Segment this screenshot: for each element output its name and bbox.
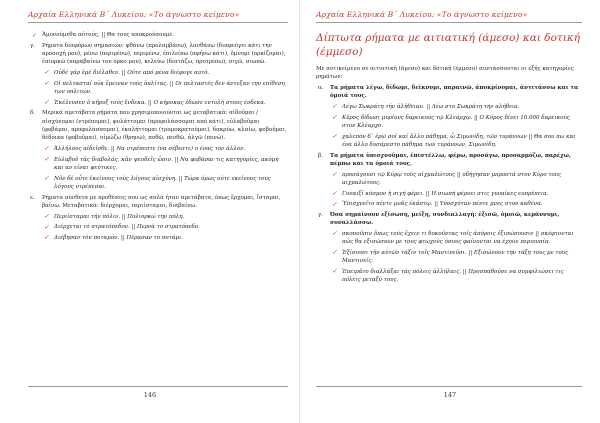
- right-item-10-text: σκοποῦσιν ὅπως τούς ἔχειν τι δοκοῦντας τοῖς ἀπόροις ἐξισώσουσιν || σκέφτονται πώς θα εξισώσουν με τους φτωχούς όσους φαίνονται να έχουν περιουσία.: [342, 230, 574, 246]
- right-item-8: [316, 200, 582, 208]
- left-item-8-text: Εὐλαβοῦ τάς διαβολάς, κἄν ψευδεῖς ὦσιν. || Να φοβάσαι τις κατηγορίες, ακόμη και αν είναι ψεύτικες.: [54, 156, 279, 171]
- right-item-alpha-label: α.: [318, 84, 324, 91]
- left-item-delta: [28, 109, 288, 142]
- right-item-7-text: Γυναιξί κόσμον ἡ σιγή φέρει. || Η σιωπή φέρνει στις γυναίκες ευπρέπεια.: [342, 190, 549, 197]
- right-item-gamma-label: γ.: [318, 211, 324, 218]
- checkmark-icon: ✓: [332, 133, 338, 141]
- left-item-12-text: Διέρχεται τό στρατόπεδον. || Περνά το στρατόπεδο.: [54, 224, 200, 231]
- checkmark-icon: ✓: [44, 145, 50, 153]
- checkmark-icon: ✓: [332, 114, 338, 122]
- right-item-beta: [316, 152, 582, 169]
- right-item-4-text: χαλεπόν δ᾽ ἐρῶ σοί καί ἄλλο πάθημα, ὦ Σιμωνίδη, τῶν τυράννων || Θα σου πω και ένα άλλο δυσάρεστο πάθημα των τυράννων, Σιμωνίδη.: [342, 133, 576, 148]
- right-item-gamma: [316, 211, 582, 228]
- left-item-12: [28, 223, 288, 231]
- left-item-7: [28, 145, 288, 153]
- left-item-epsilon: [28, 194, 288, 211]
- checkmark-icon: ✓: [44, 156, 50, 164]
- checkmark-icon: ✓: [332, 190, 338, 198]
- right-item-11-text: Ἐξίσουσι τήν αὐτῶν τάξιν τοῖς Μαντινεῦσι. || Εξισώνουν την τάξη τους με τους Μαντινείς.: [342, 249, 569, 265]
- right-item-alpha: [316, 84, 582, 101]
- checkmark-icon: ✓: [44, 99, 50, 107]
- left-item-delta-text: Μερικά αμετάβατα ρήματα που χρησιμοποιούνται ως μεταβατικά: αἰδοῦμαι / αἰσχύνομαι (ντρέπομαι), φυλάττομαι (προφυλάσσομαι από κάτι), εὐλαβοῦμαι (φοβάμαι, προφυλάσσομαι), ἐκπλήττομαι (τρομοκρατούμαι), δακρύω, κλαίω, φοβοῦμαι, δέδοικα (φοβοῦμαι), οἰμώζω (θρηνώ), ποθῶ, πενθῶ, ἀλγῶ (πονώ).: [42, 110, 287, 142]
- left-item-1-text: Ἀμυνούμεθα αὐτούς. || Θα τους αποκρούσουμε.: [42, 32, 174, 38]
- left-item-epsilon-text: Ρήματα σύνθετα με προθέσεις που ως απλά ήταν αμετάβατα, όπως ἔρχομαι, ἵσταμαι, βαίνω. Μεταβατικά: διέρχομαι, περιίσταμαι, διαβαίνω.: [42, 194, 281, 209]
- right-item-gamma-text: Όσα σημαίνουν εξίσωση, μείξη, συνδιαλλαγή: ἐξισῶ, ὁμοιῶ, κεράννυμι, συναλλάσσω.: [330, 211, 560, 227]
- left-header-rule: [28, 22, 288, 23]
- checkmark-icon: ✓: [32, 31, 38, 39]
- right-page-header: Αρχαία Ελληνικά Β΄ Λυκείου: «Το άγνωστο κείμενο»: [316, 10, 528, 19]
- checkmark-icon: ✓: [44, 175, 50, 183]
- checkmark-icon: ✓: [332, 103, 338, 111]
- right-header-rule: [316, 22, 582, 23]
- right-item-alpha-text: Τα ρήματα λέγω, δίδωμι, δείκνυμι, παραινῶ, ἀποκρίνομαι, ἀντιτάσσω και τα όμοιά τους.: [330, 84, 579, 100]
- left-item-1: [28, 31, 288, 39]
- left-item-11-text: Περιίσταμαι τήν πόλιν. || Πολιορκώ την πόλη.: [54, 213, 185, 220]
- checkmark-icon: ✓: [44, 80, 50, 88]
- right-item-3-text: Κῦρος δίδωσι μυρίους δαρεικούς τῷ Κλεάρχῳ. || Ο Κύρος δίνει 10.000 δαρεικούς στον Κλέαρχο.: [342, 114, 570, 129]
- left-item-4-text: Οἱ πελτασταί οὐκ ἔμειναν τούς ὁπλίτας. || Οι πελταστές δεν άντεξαν την επίθεση των οπλιτών.: [54, 80, 285, 95]
- left-item-3-text: Οὐδέ γάρ ἐμέ διέλαθεν. || Ούτε από μένα διέφυγε αυτό.: [54, 69, 210, 76]
- left-item-3: [28, 69, 288, 77]
- left-page-header: Αρχαία Ελληνικά Β΄ Λυκείου: «Το άγνωστο κείμενο»: [28, 10, 240, 19]
- right-item-10: [316, 230, 582, 247]
- left-item-gamma-label: γ.: [30, 42, 36, 49]
- left-item-delta-label: δ.: [30, 110, 36, 117]
- right-item-7: [316, 190, 582, 198]
- left-item-9-text: Νῦν δέ οὗτε ἐκείνους τούς λόγους αἰσχύνη. || Τώρα όμως ούτε εκείνους τους λόγους ντρέπεσαι.: [54, 175, 271, 190]
- left-item-9: [28, 175, 288, 192]
- right-item-3: [316, 114, 582, 131]
- left-item-5-text: Ἐκέλευσεν ὁ κῆρυξ τούς ἔνδεκα. || Ο κήρυκας έδωσε εντολή στους ένδεκα.: [54, 99, 266, 106]
- right-footer-rule: [316, 386, 582, 387]
- left-item-gamma-text: Ρήματα διαφόρων σημασιῶν: φθάνω (προλαμβάνω), λανθάνω (διαφεύγει κάτι την προσοχή μου), μένω (περιμένω), περιμένω, ἐπιλείπω (αφήνω κάτι), ὄμνυμι (ορκίζομαι), ἐπιορκῶ (παραβαίνω τον όρκο μου), κελεύω (διατάζω, προτρέπω), σιγῶ, σιωπῶ.: [42, 42, 286, 66]
- checkmark-icon: ✓: [332, 268, 338, 276]
- right-item-12-text: Ἐπειρᾶτο διαλλάξαι τάς πόλεις ἀλλήλαις. || Προσπαθούσε να συμφιλιώσει τις πόλεις μεταξύ τους.: [342, 268, 564, 284]
- right-page-number: 147: [443, 391, 457, 399]
- right-item-beta-text: Τα ρήματα ὑπισχνοῦμαι, ἐπιστέλλω, φέρω, προσάγω, προσαρμόζω, παρέχω, πέμπω και τα όμοιά τους.: [330, 152, 571, 167]
- left-item-13: [28, 234, 288, 242]
- checkmark-icon: ✓: [332, 171, 338, 179]
- right-item-beta-label: β.: [318, 152, 323, 159]
- right-item-4: [316, 133, 582, 150]
- checkmark-icon: ✓: [44, 213, 50, 221]
- left-page-number: 146: [143, 391, 157, 399]
- right-item-8-text: Ὑπισχνεῖτο πέντε μνᾶς ἑκάστῳ. || Υποσχόταν πέντε μνες στον καθένα.: [342, 201, 543, 208]
- section-title: Δίπτωτα ρήματα με αιτιατική (άμεσο) και δοτική (έμμεσο): [316, 32, 581, 58]
- checkmark-icon: ✓: [44, 234, 50, 242]
- right-page: [300, 0, 600, 423]
- left-item-4: [28, 80, 288, 97]
- left-item-11: [28, 213, 288, 221]
- left-item-5: [28, 99, 288, 107]
- left-item-epsilon-label: ε.: [30, 194, 35, 201]
- checkmark-icon: ✓: [44, 223, 50, 231]
- section-intro: Με αντικείμενο σε αιτιατική (άμεσο) και δοτική (έμμεσο) συντάσσονται οι εξής κατηγορίες ρημάτων:: [316, 66, 574, 81]
- checkmark-icon: ✓: [332, 249, 338, 257]
- left-item-8: [28, 156, 288, 173]
- right-item-11: [316, 249, 582, 266]
- right-item-2: [316, 103, 582, 111]
- right-item-6: [316, 171, 582, 188]
- left-item-13-text: Διέβησαν τόν ποταμόν. || Πέρασαν το ποτάμι.: [54, 234, 183, 241]
- right-item-12: [316, 268, 582, 285]
- checkmark-icon: ✓: [44, 69, 50, 77]
- checkmark-icon: ✓: [332, 230, 338, 238]
- right-item-2-text: Λέγω Σωκράτη τήν ἀλήθειαν. || Λέω στο Σωκράτη την αλήθεια.: [342, 103, 520, 110]
- left-item-7-text: Ἀλλήλους αἰδεῖσθε. || Να ντρέπεστε (να σέβεστε) ο ένας τον άλλον.: [54, 145, 246, 152]
- checkmark-icon: ✓: [332, 200, 338, 208]
- left-item-gamma: [28, 42, 288, 67]
- right-item-6-text: προσάγουσι τῷ Κύρῳ τούς αἰχμαλώτους || οδήγησαν μπροστά στον Κύρο τους αιχμαλώτους.: [342, 171, 562, 186]
- left-footer-rule: [28, 386, 288, 387]
